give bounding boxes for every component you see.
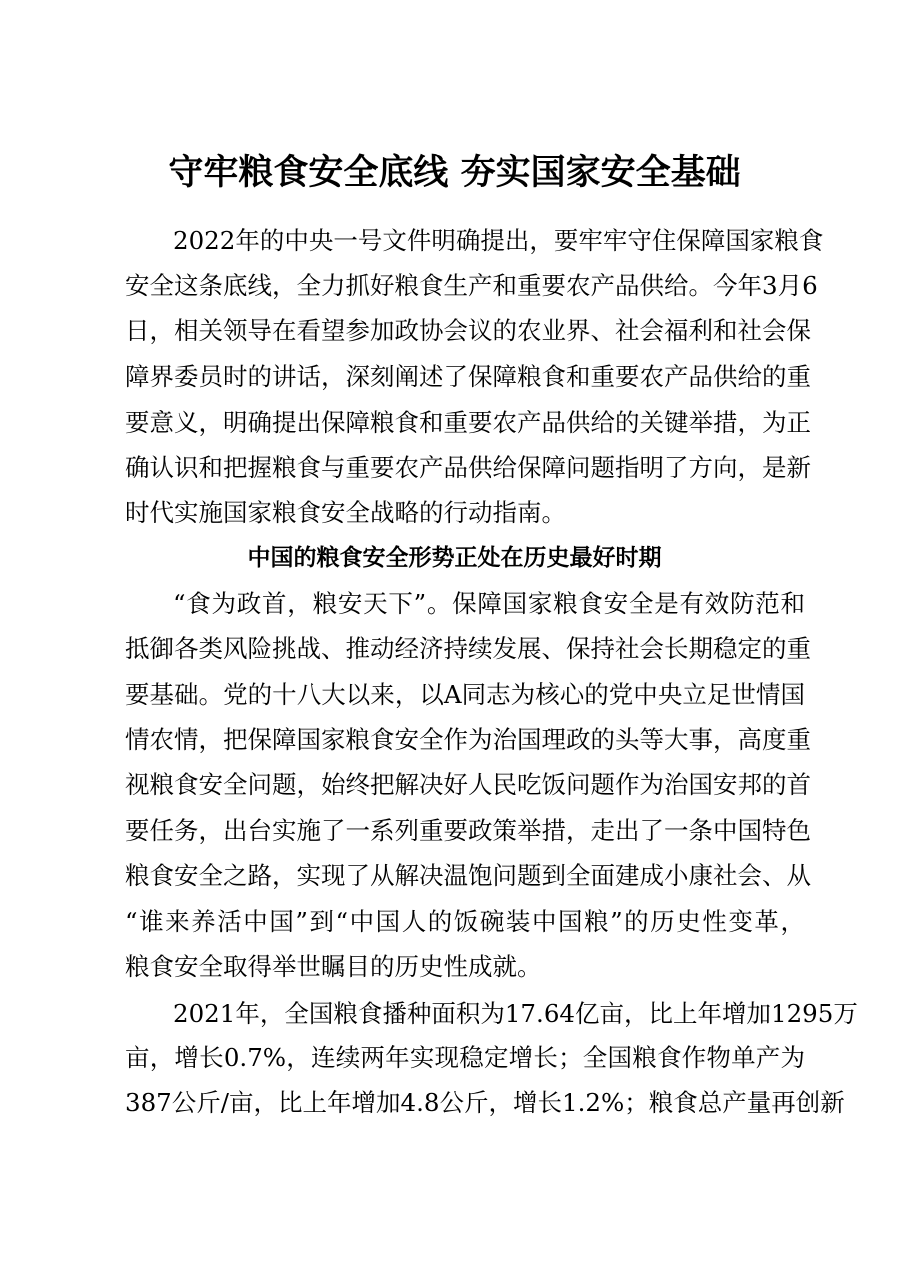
paragraph-line: 时代实施国家粮食安全战略的行动指南。: [125, 498, 566, 527]
paragraph-line: 日，相关领导在看望参加政协会议的农业界、社会福利和社会保: [125, 316, 811, 345]
paragraph-line: 视粮食安全问题，始终把解决好人民吃饭问题作为治国安邦的首: [125, 770, 811, 799]
document-title: 守牢粮食安全底线 夯实国家安全基础: [168, 152, 741, 193]
paragraph-line: 抵御各类风险挑战、推动经济持续发展、保持社会长期稳定的重: [125, 634, 811, 663]
paragraph-line: 障界委员时的讲话，深刻阐述了保障粮食和重要农产品供给的重: [125, 362, 811, 391]
paragraph-line: 要基础。党的十八大以来，以A同志为核心的党中央立足世情国: [125, 680, 805, 709]
paragraph-line: 粮食安全取得举世瞩目的历史性成就。: [125, 952, 542, 981]
paragraph-line: 要意义，明确提出保障粮食和重要农产品供给的关键举措，为正: [125, 408, 811, 437]
paragraph-line: 情农情，把保障国家粮食安全作为治国理政的头等大事，高度重: [125, 725, 811, 754]
paragraph-line: “食为政首，粮安天下”。保障国家粮食安全是有效防范和: [173, 589, 805, 618]
paragraph-line: 2021年，全国粮食播种面积为17.64亿亩，比上年增加1295万: [173, 999, 858, 1028]
paragraph-line: 确认识和把握粮食与重要农产品供给保障问题指明了方向，是新: [125, 453, 811, 482]
paragraph-line: 387公斤/亩，比上年增加4.8公斤，增长1.2%；粮食总产量再创新: [125, 1088, 845, 1117]
paragraph-line: 2022年的中央一号文件明确提出，要牢牢守住保障国家粮食: [173, 226, 824, 255]
paragraph-line: 要任务，出台实施了一系列重要政策举措，走出了一条中国特色: [125, 816, 811, 845]
paragraph-line: 安全这条底线，全力抓好粮食生产和重要农产品供给。今年3月6: [125, 271, 818, 300]
paragraph-line: “谁来养活中国”到“中国人的饭碗装中国粮”的历史性变革，: [125, 907, 805, 936]
paragraph-line: 亩，增长0.7%，连续两年实现稳定增长；全国粮食作物单产为: [125, 1043, 805, 1072]
paragraph-line: 粮食安全之路，实现了从解决温饱问题到全面建成小康社会、从: [125, 861, 811, 890]
section-subheading: 中国的粮食安全形势正处在历史最好时期: [247, 544, 662, 571]
